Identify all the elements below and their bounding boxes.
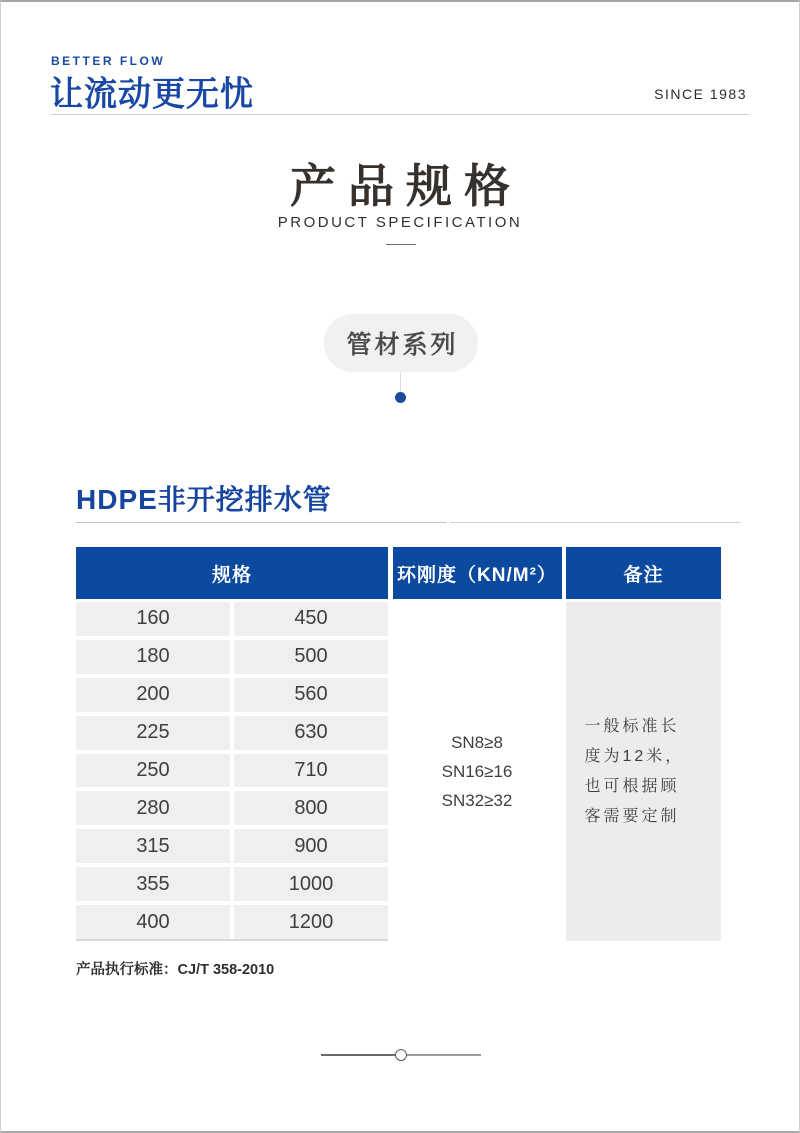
spec-dn-cell: 355: [76, 867, 230, 901]
spec-dn-cell: 225: [76, 716, 230, 750]
spec-od-cell: 450: [234, 602, 388, 636]
execution-standard-note: [76, 958, 274, 979]
section-underline-left: [76, 522, 447, 523]
table-row: [76, 829, 388, 863]
section-underline-right: [450, 522, 741, 523]
spec-dn-cell: 200: [76, 678, 230, 712]
table-row: [76, 791, 388, 825]
table-row: [76, 905, 388, 939]
spec-column: [76, 602, 388, 941]
brand-logo: 让流动更无忧: [50, 74, 254, 113]
execution-standard-value: CJ/T 358-2010: [177, 962, 275, 978]
table-header-remark: 备注: [566, 547, 721, 599]
footer-decoration: [321, 1048, 481, 1062]
ring-stiffness-sn16: SN16≥16: [441, 761, 513, 781]
ring-stiffness-sn32: SN32≥32: [441, 790, 513, 810]
spec-od-cell: 630: [234, 716, 388, 750]
table-row: [76, 867, 388, 901]
remark-cell: [566, 602, 721, 941]
spec-od-cell: 800: [234, 791, 388, 825]
table-body: [76, 602, 721, 941]
table-row: [76, 640, 388, 674]
deco-line-left: [321, 1054, 395, 1056]
badge-dot-icon: [395, 392, 406, 403]
remark-line: 一般标准长: [584, 717, 680, 735]
ring-stiffness-sn8: SN8≥8: [451, 732, 503, 752]
remark-text: [585, 712, 703, 832]
spec-od-cell: 1000: [234, 867, 388, 901]
brand-tagline: BETTER FLOW: [51, 54, 166, 68]
spec-od-cell: 1200: [234, 905, 388, 939]
badge-connector-line: [400, 372, 401, 393]
spec-od-cell: 900: [234, 829, 388, 863]
deco-circle-icon: [395, 1049, 407, 1061]
title-dash-divider: [386, 244, 416, 245]
since-label: SINCE 1983: [654, 86, 747, 102]
remark-line: 度为12米，: [584, 747, 685, 765]
table-row: [76, 678, 388, 712]
deco-line-right: [407, 1054, 481, 1056]
table-row: [76, 754, 388, 788]
page-subtitle: PRODUCT SPECIFICATION: [277, 214, 523, 231]
series-badge: 管材系列: [324, 314, 478, 372]
spec-dn-cell: 180: [76, 640, 230, 674]
table-row: [76, 602, 388, 636]
ring-stiffness-cell: [393, 602, 562, 941]
table-header-row: [76, 547, 721, 599]
spec-od-cell: 500: [234, 640, 388, 674]
execution-standard-label: 产品执行标准：: [76, 962, 178, 978]
spec-od-cell: 710: [234, 754, 388, 788]
remark-line: 客需要定制: [584, 807, 680, 825]
section-heading: HDPE非开挖排水管: [76, 484, 332, 515]
spec-dn-cell: 400: [76, 905, 230, 939]
spec-dn-cell: 250: [76, 754, 230, 788]
spec-dn-cell: 160: [76, 602, 230, 636]
header-divider: [51, 114, 749, 115]
spec-dn-cell: 280: [76, 791, 230, 825]
spec-table: [76, 547, 721, 941]
remark-line: 也可根据顾: [584, 777, 680, 795]
spec-dn-cell: 315: [76, 829, 230, 863]
page-title: 产品规格: [290, 160, 522, 212]
table-header-ring-stiffness: 环刚度（KN/M²）: [393, 547, 562, 599]
table-row: [76, 716, 388, 750]
table-header-spec: 规格: [76, 547, 388, 599]
spec-od-cell: 560: [234, 678, 388, 712]
